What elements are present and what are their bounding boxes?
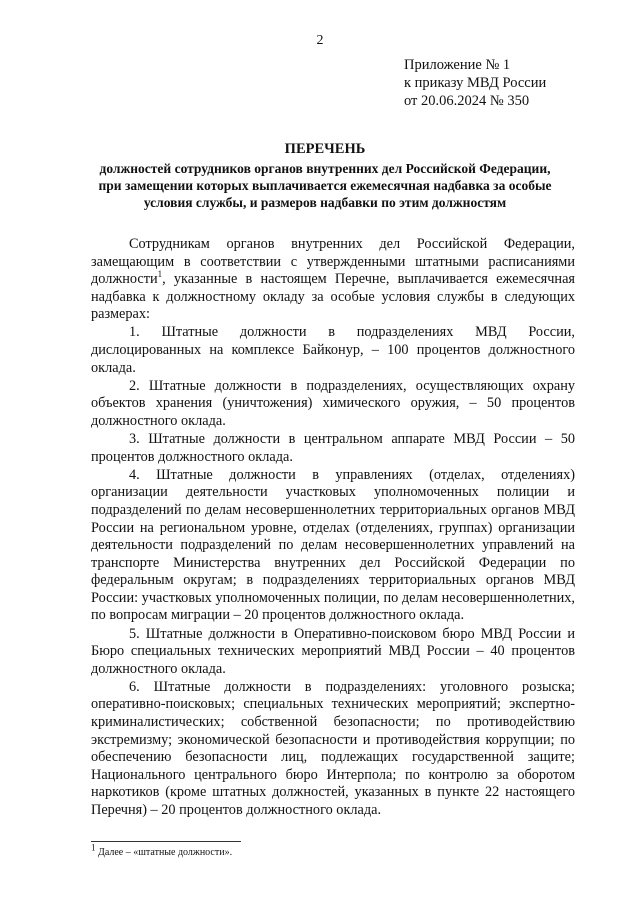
list-item-3: 3. Штатные должности в центральном аппарате МВД России – 50 процентов должностного оклада. [91,431,575,465]
footnote-marker: 1 [91,842,96,853]
page-number: 2 [316,33,324,48]
footnote-text: Далее – «штатные должности». [95,847,233,858]
intro-text-end: , указанные в настоящем Перечне, выплачивается ежемесячная надбавка к должностному окладу за особые условия службы в следующих размерах: [91,271,575,323]
title-heading: ПЕРЕЧЕНЬ [284,141,366,157]
document-body [91,236,575,820]
appendix-line-2: к приказу МВД России [404,75,547,91]
footnote-reference: 1 [157,269,163,280]
appendix-line-1: Приложение № 1 [404,57,511,73]
appendix-line-3: от 20.06.2024 № 350 [404,93,530,109]
list-item-5: 5. Штатные должности в Оперативно-поисковом бюро МВД России и Бюро специальных технических мероприятий МВД России – 40 процентов должностного оклада. [91,625,575,677]
footnote [91,842,571,859]
list-item-2: 2. Штатные должности в подразделениях, осуществляющих охрану объектов хранения (уничтожения) химического оружия, – 50 процентов должностного оклада. [91,377,575,429]
list-item-1: 1. Штатные должности в подразделениях МВД России, дислоцированных на комплексе Байконур, – 100 процентов должностного оклада. [91,324,575,376]
list-item-6: 6. Штатные должности в подразделениях: уголовного розыска; оперативно-поисковых; специальных технических мероприятий; экспертно-криминалистических; собственной безопасности; по противодействию экстремизму; экономической безопасности и противодействия коррупции; по обеспечению безопасности лиц, подлежащих государственной защите; Национального центрального бюро Интерпола; по контролю за оборотом наркотиков (кроме штатных должностей, указанных в пункте 22 настоящего Перечня) – 20 процентов должностного оклада. [91,678,575,818]
intro-paragraph [91,236,575,324]
appendix-header [404,56,624,110]
intro-text-start: Сотрудникам органов внутренних дел Российской Федерации, замещающим в соответствии с утвержденными штатными расписаниями должности [91,236,575,288]
document-title [90,141,560,211]
title-subtitle: должностей сотрудников органов внутренних дел Российской Федерации, при замещении которых выплачивается ежемесячная надбавка за особые условия службы, и размеров надбавки по этим должностям [98,161,552,210]
list-item-4: 4. Штатные должности в управлениях (отделах, отделениях) организации деятельности участковых уполномоченных полиции и подразделений по делам несовершеннолетних территориальных органов МВД России на региональном уровне, отделах (отделениях, группах) организации деятельности подразделений по делам несовершеннолетних управлений на транспорте Министерства внутренних дел Российской Федерации по федеральным округам; в подразделениях территориальных органов МВД России: участковых уполномоченных полиции, по делам несовершеннолетних, по вопросам миграции – 20 процентов должностного оклада. [91,466,575,624]
footnote-divider [91,841,241,842]
